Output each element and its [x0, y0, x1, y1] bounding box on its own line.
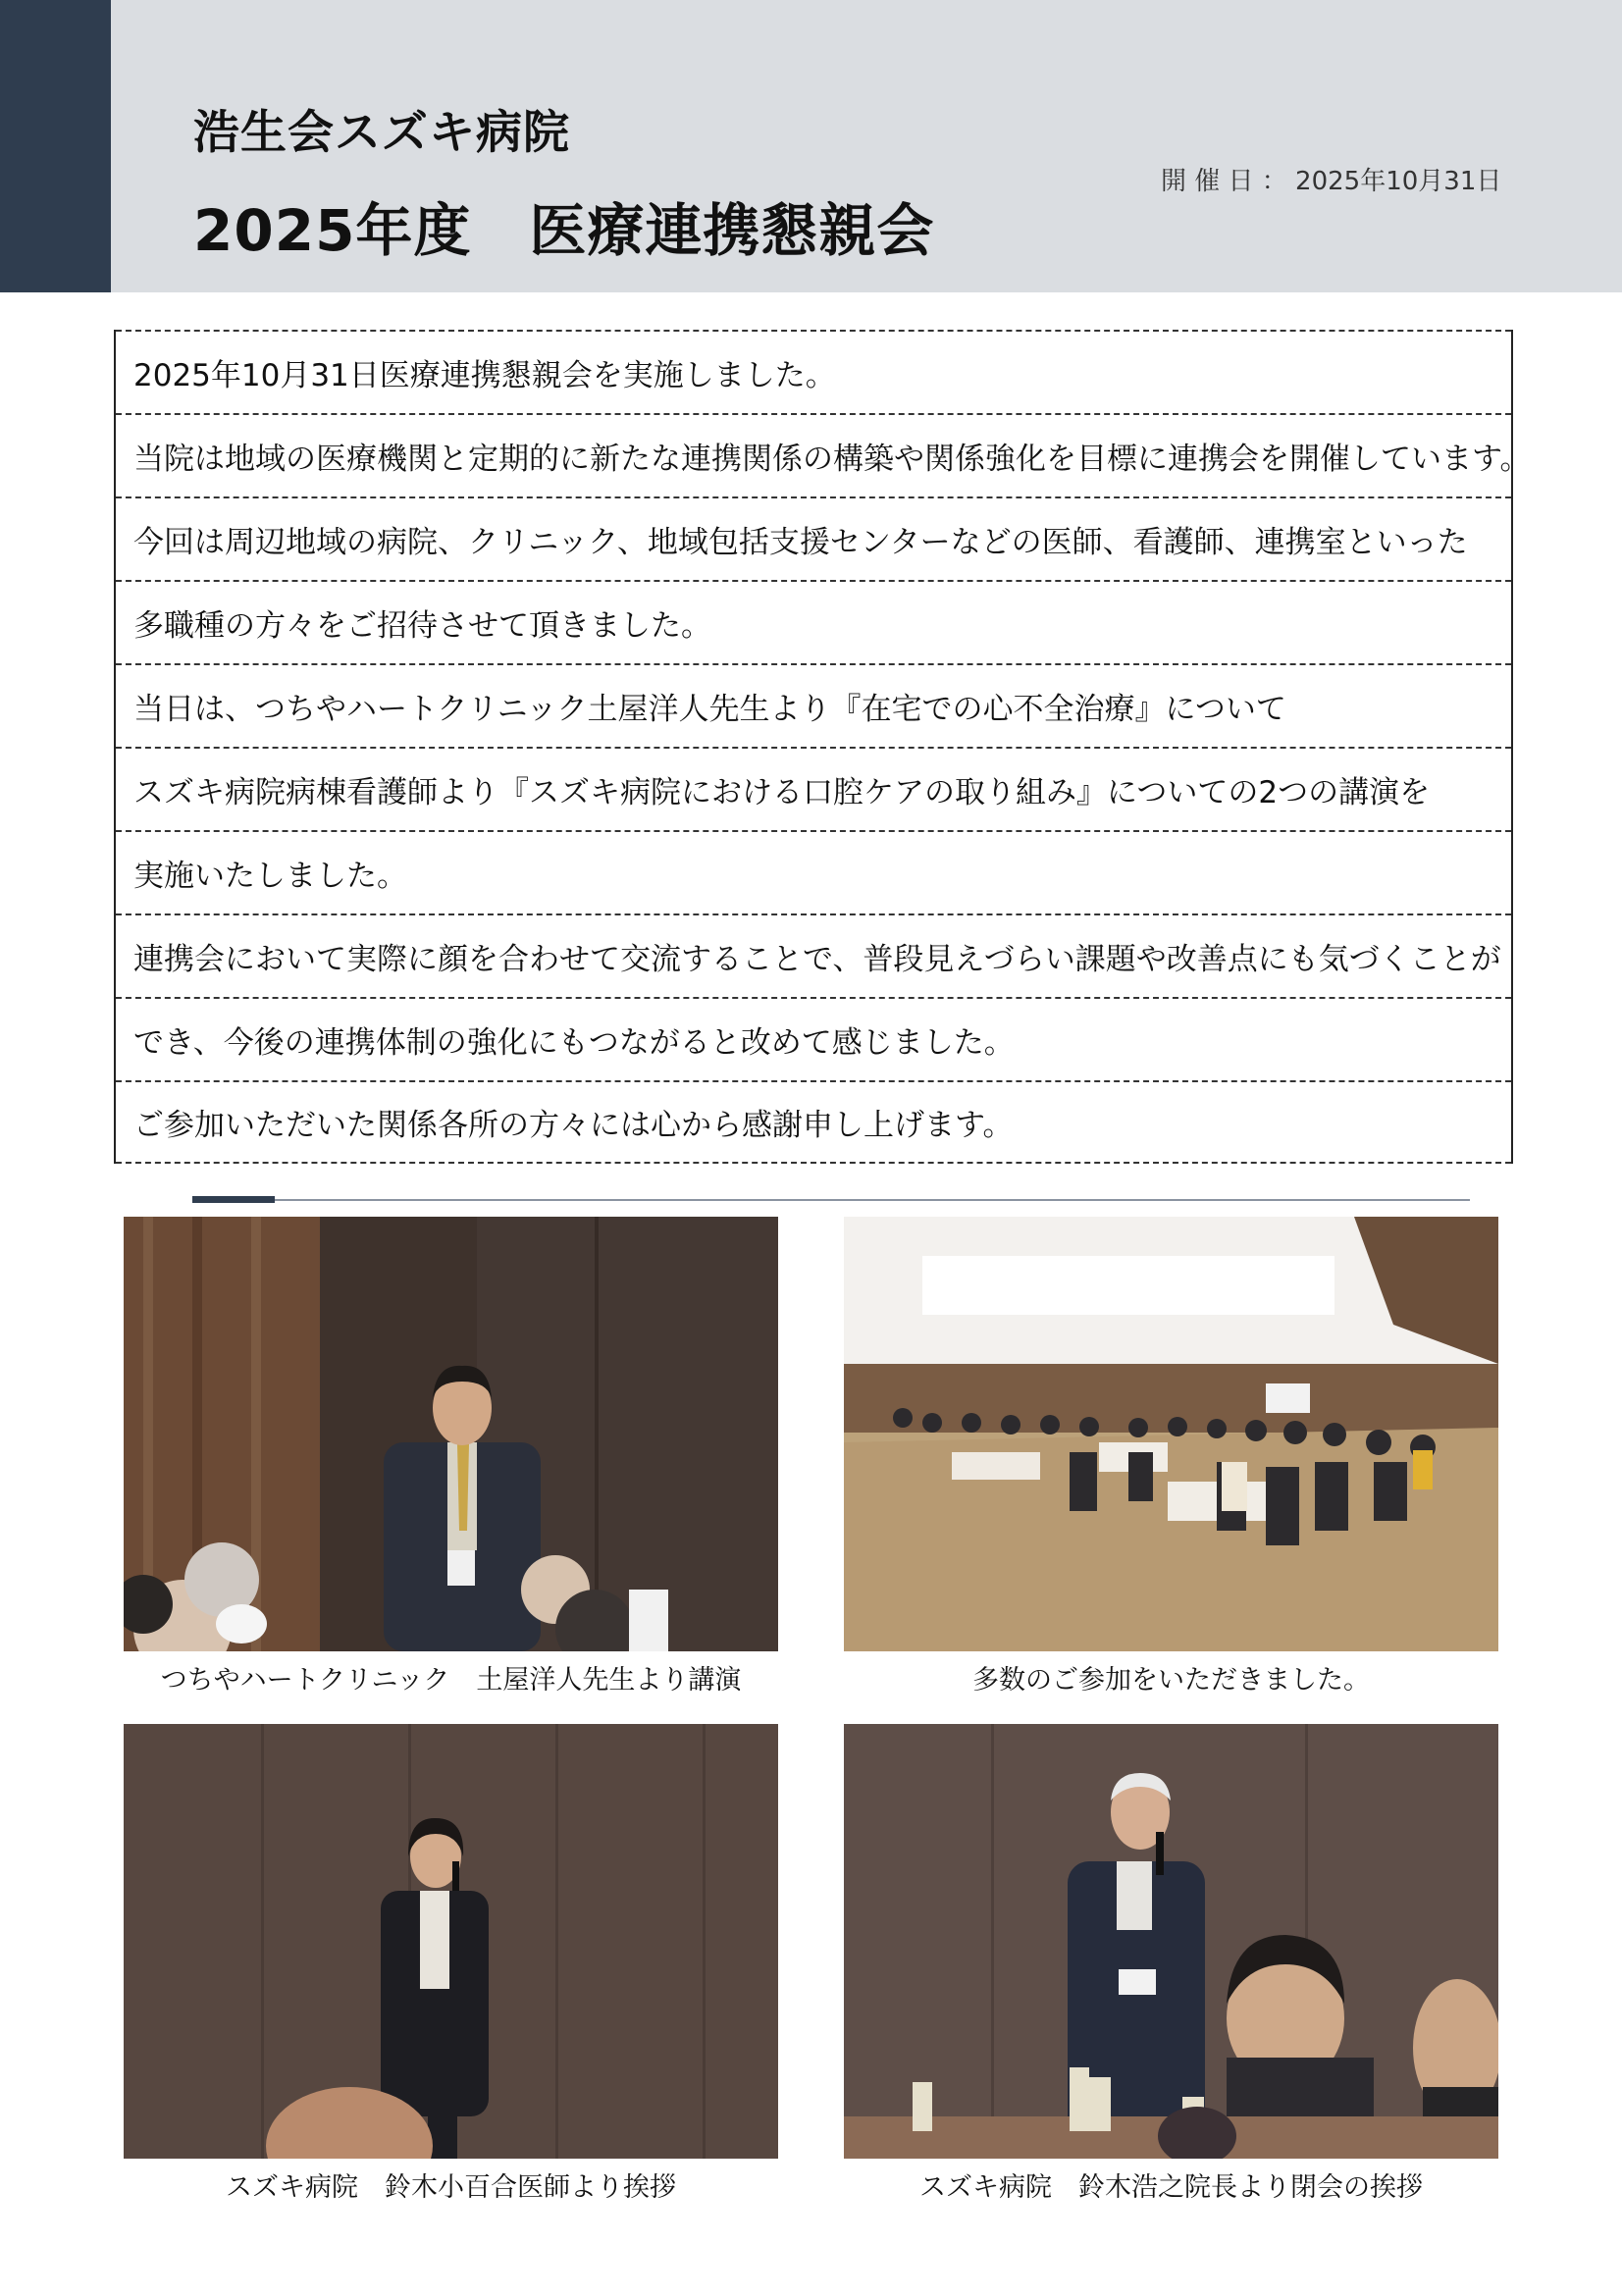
text-line: でき、今後の連携体制の強化にもつながると改めて感じました。 — [116, 997, 1511, 1080]
section-divider-accent — [192, 1196, 275, 1203]
photo-caption: スズキ病院 鈴木小百合医師より挨拶 — [226, 2172, 676, 2203]
photo-closing-address — [844, 1724, 1498, 2159]
text-line: 当院は地域の医療機関と定期的に新たな連携関係の構築や関係強化を目標に連携会を開催しています。 — [116, 413, 1511, 496]
photo-greeting-doctor — [124, 1724, 778, 2159]
event-date: 開 催 日 ： 2025年10月31日 — [1161, 167, 1502, 196]
photo-caption: 多数のご参加をいただきました。 — [972, 1665, 1370, 1696]
text-line: 2025年10月31日医療連携懇親会を実施しました。 — [116, 330, 1511, 413]
report-text-table — [114, 330, 1531, 1164]
photo-caption: スズキ病院 鈴木浩之院長より閉会の挨拶 — [919, 2172, 1423, 2203]
photo-lecture-speaker — [124, 1217, 778, 1651]
photo-hall-audience — [844, 1217, 1498, 1651]
photo-caption: つちやハートクリニック 土屋洋人先生より講演 — [160, 1665, 742, 1696]
text-line: 多職種の方々をご招待させて頂きました。 — [116, 580, 1511, 663]
text-line: 連携会において実際に顔を合わせて交流することで、普段見えづらい課題や改善点にも気づくことが — [116, 913, 1511, 997]
hospital-name: 浩生会スズキ病院 — [193, 106, 570, 160]
text-line: 今回は周辺地域の病院、クリニック、地域包括支援センターなどの医師、看護師、連携室といった — [116, 496, 1511, 580]
text-line: ご参加いただいた関係各所の方々には心から感謝申し上げます。 — [116, 1080, 1511, 1164]
section-divider — [192, 1199, 1470, 1201]
header-accent-bar — [0, 0, 111, 292]
text-line: スズキ病院病棟看護師より『スズキ病院における口腔ケアの取り組み』についての2つの講演を — [116, 747, 1511, 830]
page-title: 2025年度 医療連携懇親会 — [193, 197, 935, 264]
text-line: 当日は、つちやハートクリニック土屋洋人先生より『在宅での心不全治療』について — [116, 663, 1511, 747]
text-line: 実施いたしました。 — [116, 830, 1511, 913]
